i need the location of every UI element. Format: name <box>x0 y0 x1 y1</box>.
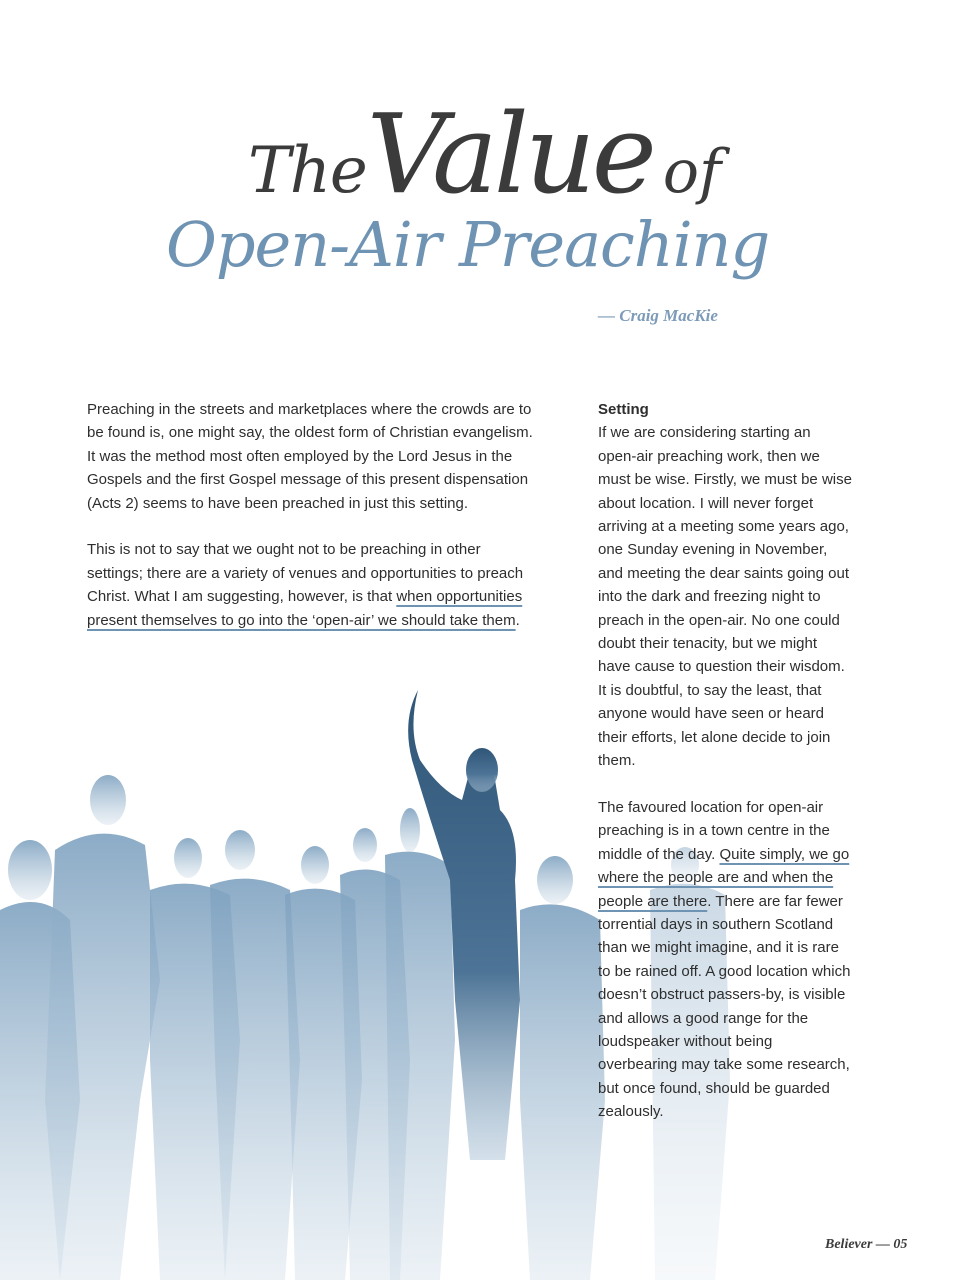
title-line-main <box>248 90 721 218</box>
title-of: of <box>662 137 722 207</box>
title-the: The <box>248 134 367 208</box>
section-heading-setting: Setting <box>598 401 649 418</box>
right-p2-end: . There are far fewer torrential days in southern Scotland than we might imagine, and it is rare to be rained off. A good location which doesn’t obstruct passers-by, is visible and allows a good range for the loudspeaker without being overbearing may take some research, but once found, should be guarded zealously. <box>598 892 851 1121</box>
author-byline: — Craig MacKie <box>598 306 718 325</box>
left-paragraph-1: Preaching in the streets and marketplaces where the crowds are to be found is, one might say, the oldest form of Christian evangelism. It was the method most often employed by the Lord Jesus in the Gospels and the first Gospel message of this present dispensation (Acts 2) seems to have been preached in just this setting. <box>87 401 533 512</box>
left-p2-end: . <box>515 611 520 629</box>
right-paragraph-2 <box>598 796 853 1124</box>
right-paragraph-1: If we are considering starting an open-air preaching work, then we must be wise. Firstly, we must be wise about location. I will never forget arriving at a meeting some years ago, one Sunday evening in November, and meeting the dear saints going out into the dark and freezing night to preach in the open-air. No one could doubt their tenacity, but we might have cause to question their wisdom. It is doubtful, to say the least, that anyone would have seen or heard their efforts, let alone decide to join them. <box>598 424 852 770</box>
left-p2-highlight: when opportunities present themselves to go into the ‘open-air’ we should take them <box>87 588 523 629</box>
left-column <box>87 398 537 655</box>
right-p2-text: The favoured location for open-air preaching is in a town centre in the middle of the day. <box>598 798 830 863</box>
left-p2-text: This is not to say that we ought not to be preaching in other settings; there are a variety of venues and opportunities to preach Christ. What I am suggesting, however, is that <box>87 541 524 606</box>
left-paragraph-2 <box>87 538 537 632</box>
page-footer: Believer — 05 <box>825 1237 908 1252</box>
right-column <box>598 398 853 1147</box>
article-title <box>0 70 959 330</box>
title-subtitle: Open-Air Preaching <box>166 208 770 281</box>
right-p2-highlight: Quite simply, we go where the people are and when the people are there <box>598 845 850 910</box>
title-value: Value <box>366 90 653 218</box>
